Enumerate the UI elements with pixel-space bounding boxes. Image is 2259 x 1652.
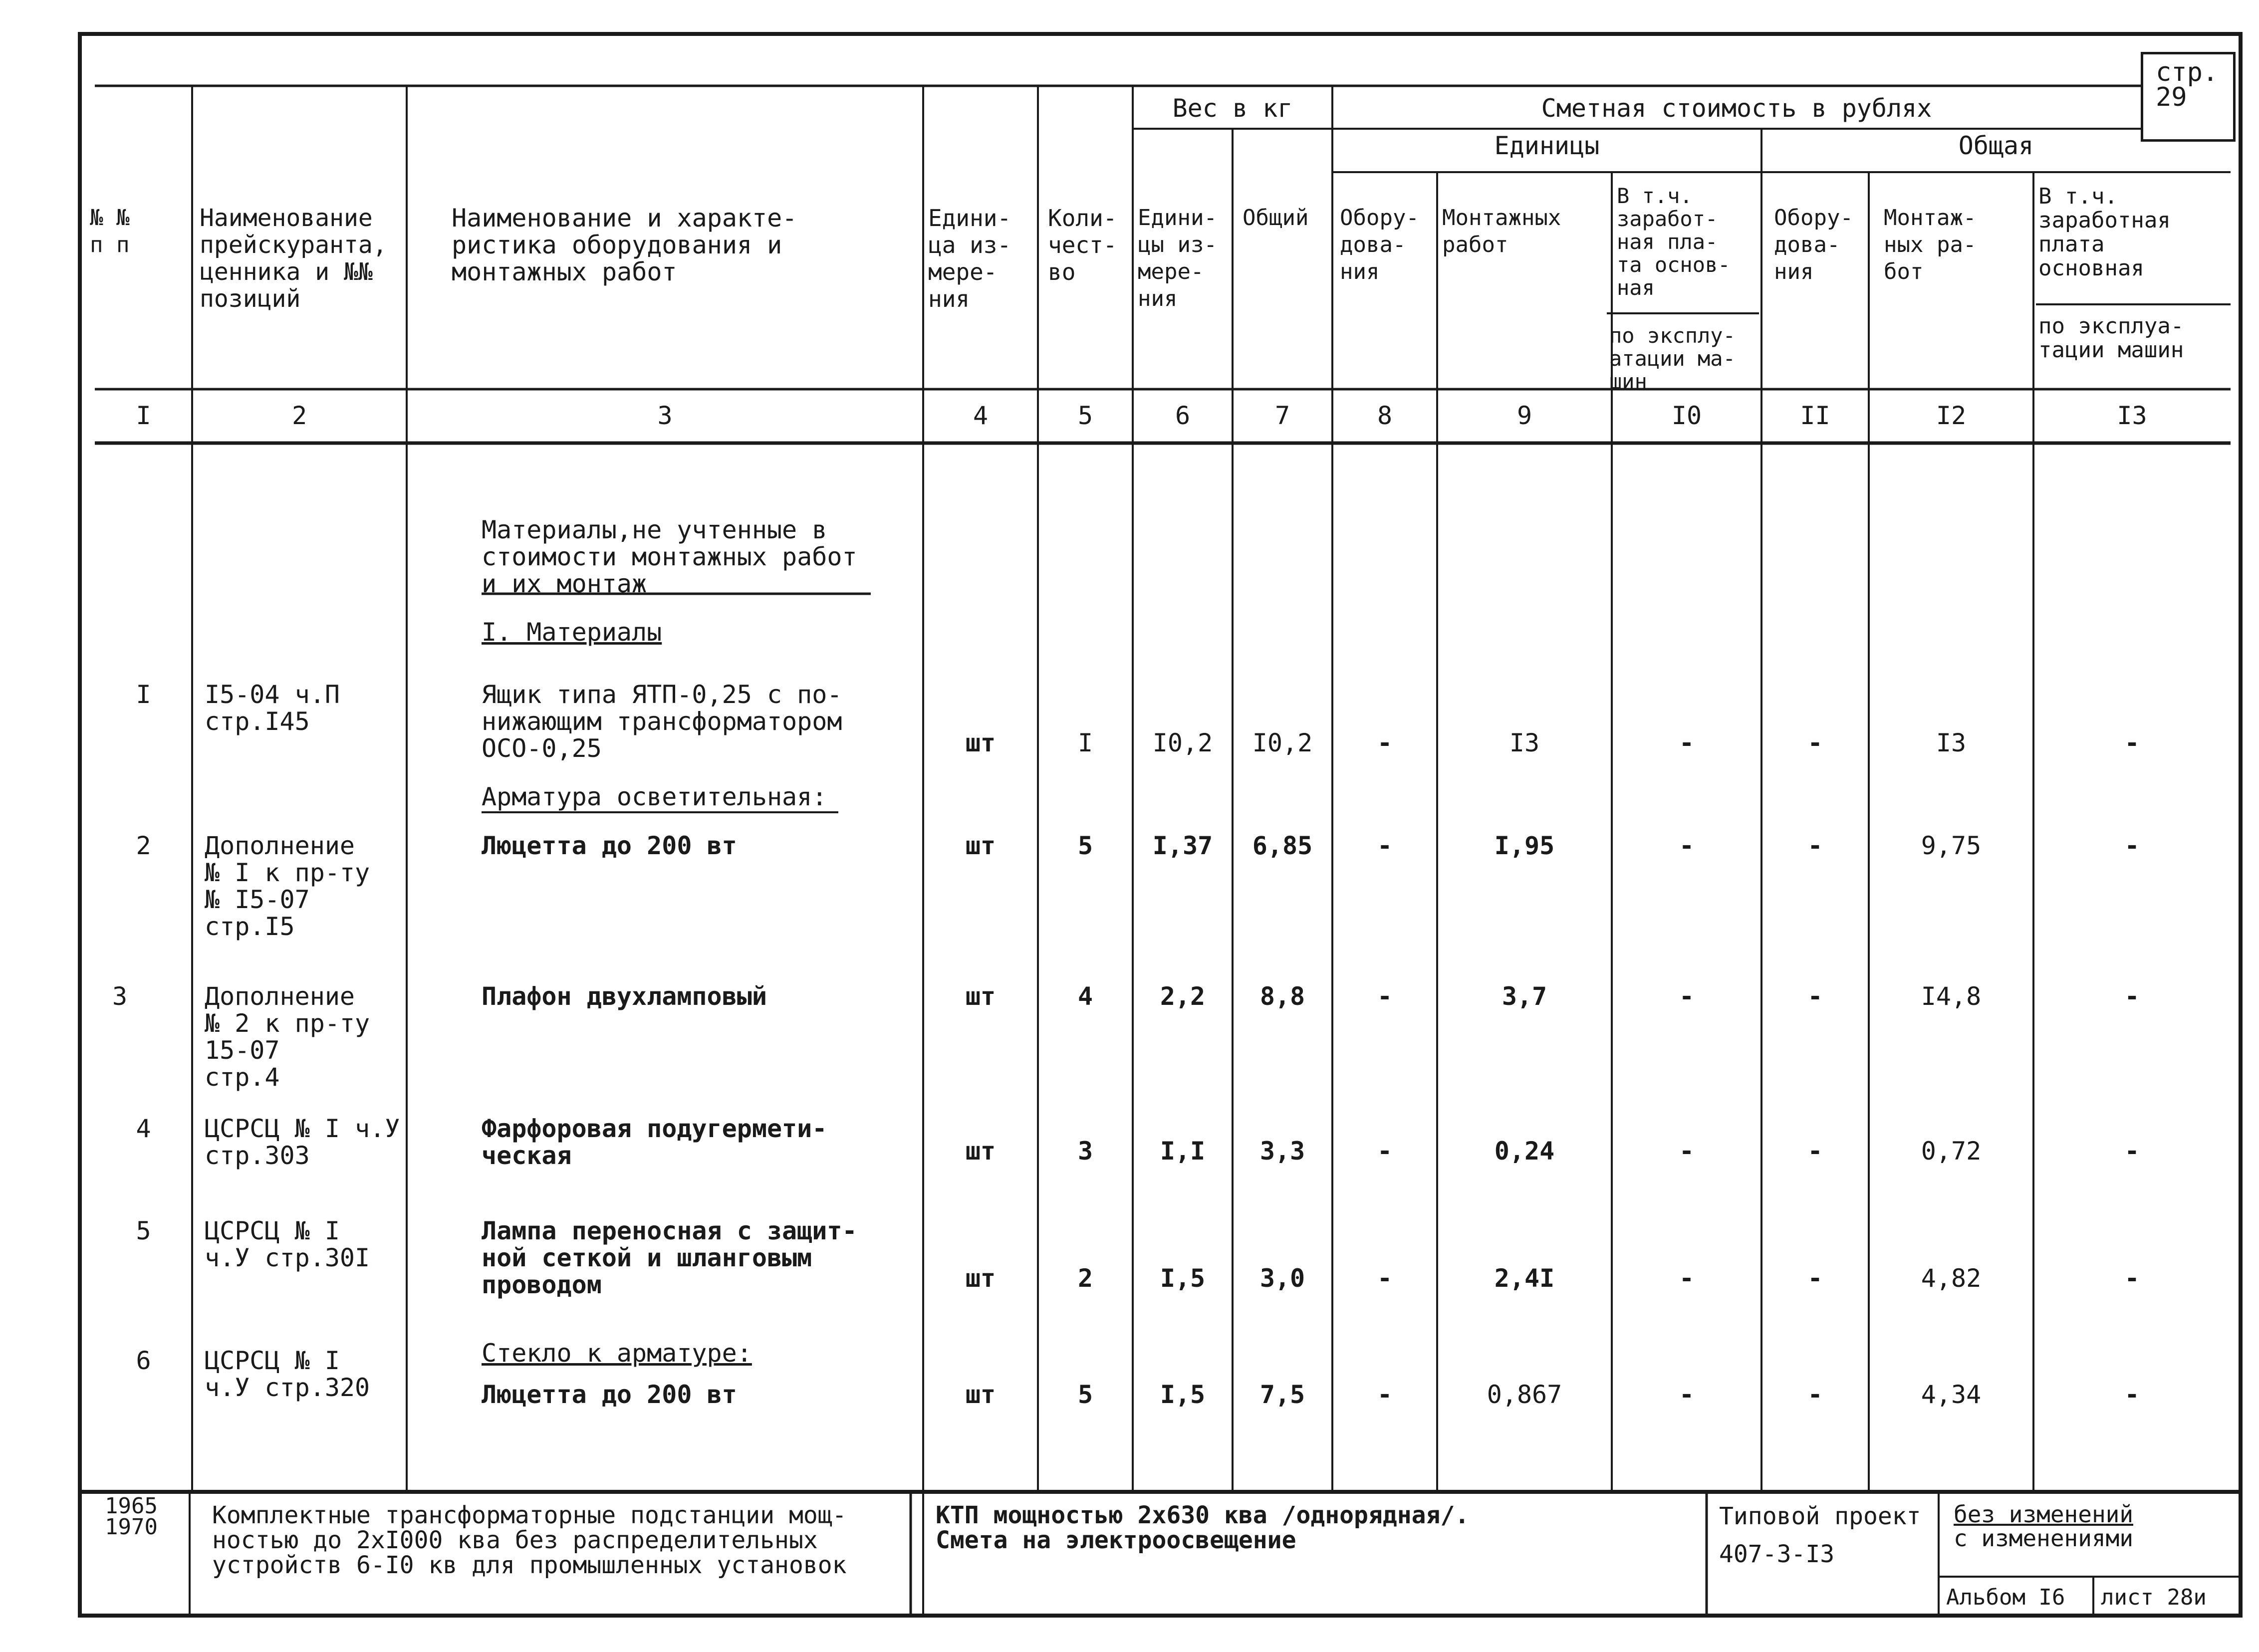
row-3-name: Плафон двухламповый — [482, 982, 767, 1011]
col-header-13-sub: по эксплуа- тации машин — [2038, 313, 2184, 363]
col-num-2: 2 — [291, 401, 307, 430]
footer-status-changed: с изменениями — [1954, 1525, 2134, 1552]
row-4-col13: - — [2124, 1137, 2140, 1166]
col-num-12: I2 — [1936, 401, 1967, 430]
row-2-unit: шт — [965, 831, 996, 860]
row-1-col10: - — [1679, 728, 1695, 757]
row-6-col10: - — [1679, 1380, 1695, 1409]
row-1-qty: I — [1077, 728, 1093, 757]
row-5-col10: - — [1679, 1264, 1695, 1293]
row-5-reference: ЦСРСЦ № I ч.У стр.30I — [205, 1216, 370, 1272]
row-3-col10: - — [1679, 982, 1695, 1011]
row-2-reference: Дополнение № I к пр-ту № I5-07 стр.I5 — [205, 831, 370, 941]
row-6-weight-total: 7,5 — [1259, 1380, 1305, 1409]
row-2-col9: I,95 — [1494, 831, 1555, 860]
col-num-3: 3 — [657, 401, 673, 430]
col-header-12: Монтаж- ных ра- бот — [1884, 205, 1977, 284]
row-3-weight-total: 8,8 — [1259, 982, 1305, 1011]
row-4-number: 4 — [136, 1114, 151, 1143]
row-2-weight-unit: I,37 — [1152, 831, 1213, 860]
row-2-qty: 5 — [1077, 831, 1093, 860]
row-2-col12: 9,75 — [1921, 831, 1982, 860]
footer-title: Комплектные трансформаторные подстанции мощ- ностью до 2хI000 ква без распределительных устройств 6-I0 кв для промышленных установок — [212, 1501, 847, 1579]
row-6-unit: шт — [965, 1380, 996, 1409]
row-4-col11: - — [1807, 1137, 1823, 1166]
col-header-10-sub: по эксплу- атации ма- шин — [1609, 323, 1736, 394]
row-4-col9: 0,24 — [1494, 1137, 1555, 1166]
row-3-col12: I4,8 — [1921, 982, 1982, 1011]
row-5-col9: 2,4I — [1494, 1264, 1555, 1293]
col-header-9: Монтажных работ — [1442, 205, 1561, 257]
row-4-qty: 3 — [1077, 1137, 1093, 1166]
row-6-col12: 4,34 — [1921, 1380, 1982, 1409]
row-1-col8: - — [1377, 728, 1393, 757]
row-1-col13: - — [2124, 728, 2140, 757]
row-4-reference: ЦСРСЦ № I ч.У стр.303 — [205, 1114, 400, 1170]
row-4-weight-unit: I,I — [1160, 1137, 1206, 1166]
row-3-qty: 4 — [1077, 982, 1093, 1011]
row-5-weight-total: 3,0 — [1259, 1264, 1305, 1293]
col-header-1: № № п п — [90, 205, 130, 257]
row-5-weight-unit: I,5 — [1160, 1264, 1206, 1293]
row-6-col11: - — [1807, 1380, 1823, 1409]
col-num-4: 4 — [973, 401, 989, 430]
group-glass: Стекло к арматуре: — [482, 1339, 752, 1368]
row-6-col9: 0,867 — [1487, 1380, 1562, 1409]
page-number — [2156, 57, 2219, 112]
col-num-9: 9 — [1516, 401, 1532, 430]
row-4-col8: - — [1377, 1137, 1393, 1166]
row-6-col8: - — [1377, 1380, 1393, 1409]
row-1-unit: шт — [965, 728, 996, 757]
col-num-5: 5 — [1077, 401, 1093, 430]
section-subtitle: I. Материалы — [482, 618, 662, 647]
row-3-reference: Дополнение № 2 к пр-ту 15-07 стр.4 — [205, 982, 370, 1092]
row-5-col8: - — [1377, 1264, 1393, 1293]
row-2-name: Люцетта до 200 вт — [482, 831, 737, 860]
col-header-8: Обору- дова- ния — [1340, 205, 1419, 284]
footer-years: 1965 1970 — [105, 1493, 158, 1540]
row-6-number: 6 — [136, 1346, 151, 1375]
row-5-number: 5 — [136, 1216, 151, 1245]
row-2-col8: - — [1377, 831, 1393, 860]
row-2-col11: - — [1807, 831, 1823, 860]
col-num-11: II — [1800, 401, 1830, 430]
row-2-col13: - — [2124, 831, 2140, 860]
row-5-col11: - — [1807, 1264, 1823, 1293]
col-header-7: Общий — [1243, 205, 1309, 231]
row-3-unit: шт — [965, 982, 996, 1011]
row-4-col10: - — [1679, 1137, 1695, 1166]
row-3-number: 3 — [112, 982, 128, 1011]
col-num-1: I — [136, 401, 151, 430]
row-3-weight-unit: 2,2 — [1160, 982, 1206, 1011]
row-1-name: Ящик типа ЯТП-0,25 с по- нижающим трансформатором ОСО-0,25 — [482, 680, 842, 763]
col-header-4: Едини- ца из- мере- ния — [928, 205, 1011, 312]
footer-status-unchanged: без изменений — [1954, 1501, 2134, 1528]
weight-group-header: Вес в кг — [1172, 94, 1293, 123]
col-header-11: Обору- дова- ния — [1774, 205, 1853, 284]
col-header-10: В т.ч. заработ- ная пла- та основ- ная — [1617, 184, 1731, 300]
row-5-unit: шт — [965, 1264, 996, 1293]
col-num-10: I0 — [1671, 401, 1702, 430]
col-num-13: I3 — [2117, 401, 2147, 430]
col-num-7: 7 — [1274, 401, 1290, 430]
row-2-col10: - — [1679, 831, 1695, 860]
row-2-number: 2 — [136, 831, 151, 860]
col-header-2: Наименование прейскуранта, ценника и №№ позиций — [200, 204, 387, 313]
col-header-3: Наименование и характе- ристика оборудования и монтажных работ — [452, 204, 797, 286]
row-5-col12: 4,82 — [1921, 1264, 1982, 1293]
footer-project-code: 407-3-I3 — [1719, 1540, 1835, 1568]
row-1-weight-total: I0,2 — [1252, 728, 1313, 757]
row-6-qty: 5 — [1077, 1380, 1093, 1409]
row-4-weight-total: 3,3 — [1259, 1137, 1305, 1166]
footer-album: Альбом I6 — [1946, 1585, 2065, 1610]
row-3-col9: 3,7 — [1502, 982, 1547, 1011]
row-1-weight-unit: I0,2 — [1152, 728, 1213, 757]
col-header-6: Едини- цы из- мере- ния — [1138, 205, 1217, 311]
row-5-qty: 2 — [1077, 1264, 1093, 1293]
col-num-6: 6 — [1175, 401, 1191, 430]
row-5-name: Лампа переносная с защит- ной сеткой и шланговым проводом — [482, 1216, 857, 1299]
row-4-col12: 0,72 — [1921, 1137, 1982, 1166]
row-1-number: I — [136, 680, 151, 709]
footer-project-label: Типовой проект — [1719, 1502, 1921, 1530]
row-1-reference: I5-04 ч.П стр.I45 — [205, 680, 340, 736]
row-1-col9: I3 — [1509, 728, 1540, 757]
col-header-5: Коли- чест- во — [1048, 205, 1117, 285]
row-4-name: Фарфоровая подугермети- ческая — [482, 1114, 827, 1170]
row-3-col11: - — [1807, 982, 1823, 1011]
row-1-col11: - — [1807, 728, 1823, 757]
cost-group-header: Сметная стоимость в рублях — [1541, 94, 1932, 123]
footer-sheet: лист 28и — [2101, 1585, 2207, 1610]
page-number-label: стр. — [2156, 57, 2219, 87]
row-6-col13: - — [2124, 1380, 2140, 1409]
group-armatura: Арматура осветительная: — [482, 782, 827, 811]
row-3-col8: - — [1377, 982, 1393, 1011]
total-cost-header: Общая — [1958, 131, 2034, 160]
unit-cost-header: Единицы — [1494, 131, 1600, 160]
row-6-weight-unit: I,5 — [1160, 1380, 1206, 1409]
footer-subject: КТП мощностью 2х630 ква /однорядная/. Смета на электроосвещение — [936, 1501, 1470, 1554]
row-6-name: Люцетта до 200 вт — [482, 1380, 737, 1409]
page-number-value: 29 — [2156, 82, 2187, 112]
row-1-col12: I3 — [1936, 728, 1967, 757]
row-2-weight-total: 6,85 — [1252, 831, 1313, 860]
col-header-13: В т.ч. заработная плата основная — [2038, 184, 2171, 281]
row-3-col13: - — [2124, 982, 2140, 1011]
row-5-col13: - — [2124, 1264, 2140, 1293]
col-num-8: 8 — [1377, 401, 1393, 430]
row-6-reference: ЦСРСЦ № I ч.У стр.320 — [205, 1346, 370, 1402]
row-4-unit: шт — [965, 1137, 996, 1166]
section-title: Материалы,не учтенные в стоимости монтажных работ и их монтаж — [482, 515, 857, 598]
